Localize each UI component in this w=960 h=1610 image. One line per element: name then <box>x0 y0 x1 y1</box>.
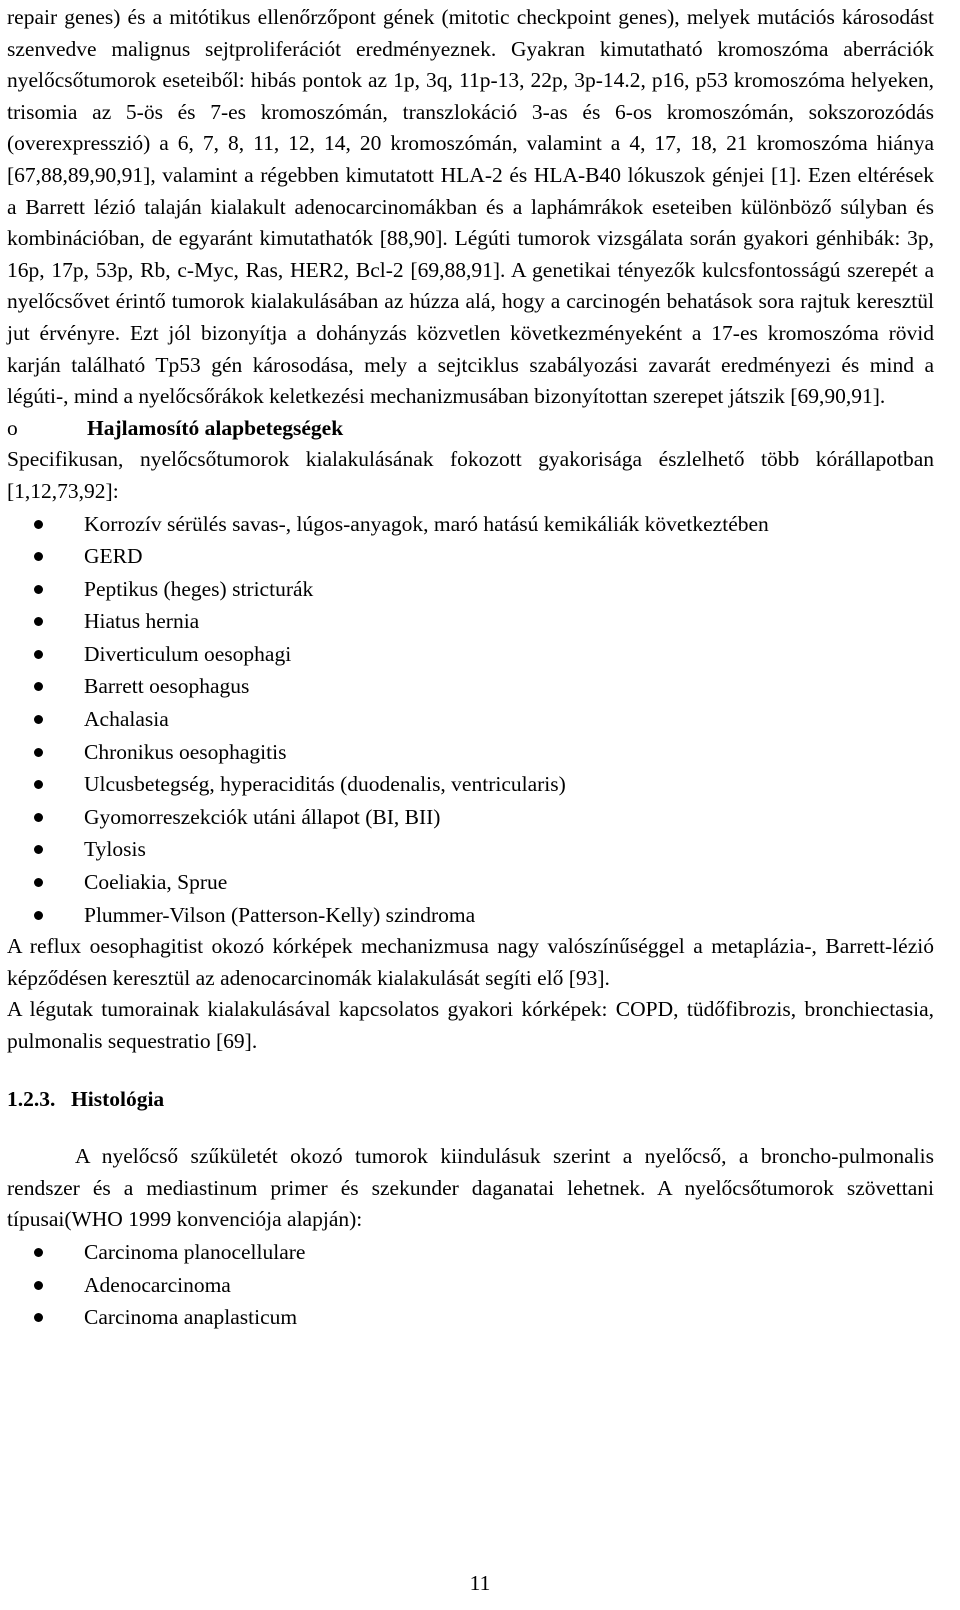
bullet-icon <box>34 682 43 691</box>
list-item <box>7 736 934 769</box>
bullet-icon <box>34 813 43 822</box>
section-number: 1.2.3. <box>7 1086 56 1111</box>
list-item <box>7 1236 934 1269</box>
paragraph-genetics: repair genes) és a mitótikus ellenőrzőpont gének (mitotic checkpoint genes), melyek mutációs károsodást szenvedve malignus sejtproliferációt eredményeznek. Gyakran kimutatható kromoszóma aberrációk nyelőcsőtumorok eseteiből: hibás pontok az 1p, 3q, 11p-13, 22p, 3p-14.2, p16, p53 kromoszóma helyeken, trisomia az 5-ös és 7-es kromoszómán, transzlokáció 3-as és 6-os kromoszómán, sokszorozódás (overexpresszió) a 6, 7, 8, 11, 12, 14, 20 kromoszómán, valamint a 4, 17, 18, 21 kromoszóma hiánya [67,88,89,90,91], valamint a régebben kimutatott HLA-2 és HLA-B40 lókuszok génjei [1]. Ezen eltérések a Barrett lézió talaján kialakult adenocarcinomákban és a laphámrákok eseteiben különböző súlyban és kombinációban, de egyaránt kimutathatók [88,90]. Légúti tumorok vizsgálata során gyakori génhibák: 3p, 16p, 17p, 53p, Rb, c-Myc, Ras, HER2, Bcl-2 [69,88,91]. A genetikai tényezők kulcsfontosságú szerepét a nyelőcsővet érintő tumorok kialakulásában az húzza alá, hogy a carcinogén behatások sora rajtuk keresztül jut érvényre. Ezt jól bizonyítja a dohányzás közvetlen következményeként a 17-es kromoszóma rövid karján található Tp53 gén károsodása, mely a sejtciklus szabályozási zavarát eredményezi és mind a légúti-, mind a nyelőcsőrákok keletkezési mechanizmusában bizonyítottan szerepet játszik [69,90,91]. <box>7 5 934 409</box>
list-item-text: Coeliakia, Sprue <box>84 870 228 895</box>
bullet-icon <box>34 617 43 626</box>
list-item <box>7 768 934 801</box>
bullet-icon <box>34 715 43 724</box>
list-item <box>7 801 934 834</box>
list-item-text: Carcinoma anaplasticum <box>84 1305 298 1330</box>
list-item-text: Ulcusbetegség, hyperaciditás (duodenalis, ventricularis) <box>84 772 566 797</box>
list-item-text: Barrett oesophagus <box>84 674 250 699</box>
subheading-title: Hajlamosító alapbetegségek <box>87 415 344 440</box>
bullet-icon <box>34 1248 43 1257</box>
list-item <box>7 1269 934 1302</box>
section-heading <box>7 1084 934 1116</box>
paragraph-airways: A légutak tumorainak kialakulásával kapcsolatos gyakori kórképek: COPD, tüdőfibrozis, bronchiectasia, pulmonalis sequestratio [69]. <box>7 997 934 1053</box>
list-item <box>7 540 934 573</box>
section-title: Histológia <box>71 1086 165 1111</box>
list-item <box>7 638 934 671</box>
conditions-list <box>7 508 934 932</box>
list-item-text: Carcinoma planocellulare <box>84 1239 306 1264</box>
list-item <box>7 1301 934 1334</box>
bullet-icon <box>34 585 43 594</box>
list-item-text: Plummer-Vilson (Patterson-Kelly) szindroma <box>84 902 476 927</box>
bullet-icon <box>34 845 43 854</box>
list-item <box>7 899 934 932</box>
bullet-icon <box>34 1313 43 1322</box>
list-item <box>7 605 934 638</box>
list-item <box>7 703 934 736</box>
bullet-icon <box>34 748 43 757</box>
list-item-text: Chronikus oesophagitis <box>84 739 287 764</box>
bullet-icon <box>34 650 43 659</box>
histology-list <box>7 1236 934 1334</box>
document-page <box>7 0 934 1334</box>
paragraph-histology: A nyelőcső szűkületét okozó tumorok kiindulásuk szerint a nyelőcső, a broncho-pulmonalis rendszer és a mediastinum primer és szekunder daganatai lehetnek. A nyelőcsőtumorok szövettani típusai(WHO 1999 konvenciója alapján): <box>7 1144 934 1232</box>
list-item-text: GERD <box>84 544 143 569</box>
subheading-predisposing <box>7 413 934 445</box>
bullet-icon <box>34 780 43 789</box>
bullet-icon <box>34 911 43 920</box>
bullet-icon <box>34 878 43 887</box>
list-item-text: Hiatus hernia <box>84 609 200 634</box>
bullet-icon <box>34 1281 43 1290</box>
list-item-text: Gyomorreszekciók utáni állapot (BI, BII) <box>84 804 441 829</box>
page-number: 11 <box>469 1571 491 1595</box>
list-item <box>7 573 934 606</box>
list-item-text: Achalasia <box>84 707 169 732</box>
list-item-text: Diverticulum oesophagi <box>84 641 292 666</box>
list-item <box>7 508 934 541</box>
list-item-text: Tylosis <box>84 837 146 862</box>
bullet-icon <box>34 552 43 561</box>
bullet-icon <box>34 520 43 529</box>
list-item <box>7 866 934 899</box>
list-item <box>7 833 934 866</box>
paragraph-reflux: A reflux oesophagitist okozó kórképek mechanizmusa nagy valószínűséggel a metaplázia-, Barrett-lézió képződésen keresztül az adenocarcinomák kialakulását segíti elő [93]. <box>7 934 934 990</box>
list-item-text: Adenocarcinoma <box>84 1272 231 1297</box>
list-item-text: Peptikus (heges) stricturák <box>84 576 314 601</box>
list-item <box>7 670 934 703</box>
list-item-text: Korrozív sérülés savas-, lúgos-anyagok, maró hatású kemikáliák következtében <box>84 511 769 536</box>
subheading-marker: o <box>7 415 18 440</box>
paragraph-specific-conditions: Specifikusan, nyelőcsőtumorok kialakulásának fokozott gyakorisága észlelhető több kórállapotban [1,12,73,92]: <box>7 447 934 503</box>
